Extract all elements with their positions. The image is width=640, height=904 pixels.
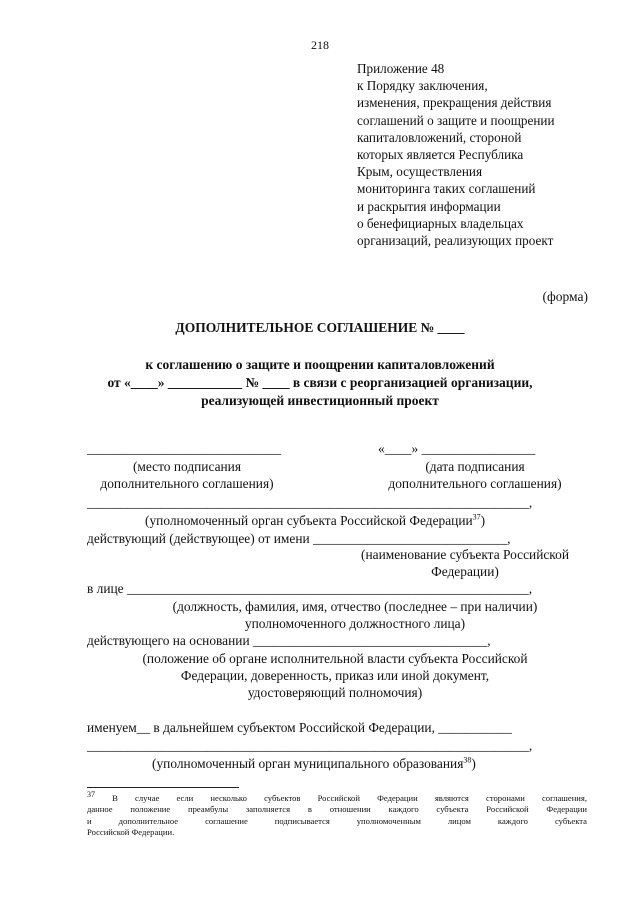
- appendix-line: которых является Республика: [357, 147, 524, 163]
- caption-text: (уполномоченный орган муниципального образования: [152, 756, 464, 771]
- subtitle-line: от «____» ___________ № ____ в связи с реорганизацией организации,: [107, 375, 533, 390]
- appendix-line: и раскрытия информации: [357, 198, 501, 214]
- appendix-line: организаций, реализующих проект: [357, 233, 554, 249]
- caption-text: ): [471, 756, 476, 771]
- footnote-line: Российской Федерации.: [87, 827, 175, 838]
- caption-line: Федерации, доверенность, приказ или иной документ,: [180, 668, 490, 683]
- caption-line: дополнительного соглашения): [388, 476, 562, 491]
- appendix-line: Приложение 48: [357, 61, 445, 76]
- municipal-caption: [152, 755, 476, 772]
- page-number: 218: [311, 38, 329, 52]
- document-title: ДОПОЛНИТЕЛЬНОЕ СОГЛАШЕНИЕ № ____: [175, 320, 465, 335]
- footnote-ref-38: 38: [463, 755, 472, 765]
- footnote-37: [87, 790, 587, 839]
- official-caption: [140, 598, 570, 632]
- footnote-line: [87, 790, 587, 804]
- footnote-ref-37: 37: [472, 512, 481, 522]
- acting-basis-line[interactable]: действующего на основании ___________________________________,: [87, 633, 491, 648]
- caption-line: дополнительного соглашения): [100, 476, 274, 491]
- caption-line: (место подписания: [132, 459, 242, 474]
- footnote-line: данное положение преамбулы заполняется в отношении каждого субъекта Российской Федерации: [87, 804, 587, 815]
- form-label: (форма): [542, 289, 588, 304]
- subtitle-line: к соглашению о защите и поощрении капиталовложений: [145, 357, 495, 372]
- appendix-line: соглашений о защите и поощрении: [357, 112, 555, 128]
- acting-on-behalf-line[interactable]: действующий (действующее) от имени _____________________________,: [87, 531, 511, 546]
- caption-line: (положение об органе исполнительной власти субъекта Российской: [142, 651, 528, 666]
- date-blank[interactable]: «____» _________________: [378, 441, 536, 456]
- appendix-line: о бенефициарных владельцах: [357, 215, 524, 231]
- municipal-blank[interactable]: __________________________________________________________________,: [87, 738, 533, 753]
- place-caption: [87, 458, 287, 492]
- date-caption: [372, 458, 578, 492]
- appendix-line: изменения, прекращения действия: [357, 95, 552, 111]
- appendix-line: Крым, осуществления: [357, 164, 483, 180]
- organ-blank[interactable]: __________________________________________________________________,: [87, 495, 533, 510]
- appendix-line: к Порядку заключения,: [357, 78, 488, 94]
- caption-line: (наименование субъекта Российской: [361, 547, 569, 562]
- subtitle-line: реализующей инвестиционный проект: [201, 393, 439, 408]
- caption-text: ): [480, 513, 486, 528]
- caption-line: уполномоченного должностного лица): [244, 616, 466, 631]
- footnote-mark: 37: [87, 790, 95, 800]
- document-subtitle: [0, 356, 640, 410]
- appendix-block: [357, 60, 555, 249]
- appendix-line: капиталовложений, стороной: [357, 129, 522, 145]
- hereinafter-line[interactable]: именуем__ в дальнейшем субъектом Российской Федерации, ___________: [87, 720, 512, 735]
- caption-text: (уполномоченный орган субъекта Российской Федерации: [145, 513, 473, 528]
- caption-line: (должность, фамилия, имя, отчество (последнее – при наличии): [172, 599, 538, 614]
- place-blank[interactable]: _____________________________: [87, 441, 282, 456]
- caption-line: Федерации): [431, 564, 499, 579]
- footnote-text: В случае если несколько субъектов Российской Федерации являются сторонами соглашения,: [95, 793, 587, 803]
- caption-line: удостоверяющий полномочия): [247, 685, 423, 700]
- caption-line: (дата подписания: [425, 459, 525, 474]
- footnote-separator: [87, 787, 239, 788]
- in-person-line[interactable]: в лице ____________________________________________________________,: [87, 581, 533, 596]
- appendix-line: мониторинга таких соглашений: [357, 181, 536, 197]
- subject-caption: [340, 546, 590, 580]
- basis-caption: [100, 650, 570, 701]
- organ-caption: [145, 512, 485, 529]
- footnote-line: и дополнительное соглашение подписывается уполномоченным лицом каждого субъекта: [87, 815, 587, 826]
